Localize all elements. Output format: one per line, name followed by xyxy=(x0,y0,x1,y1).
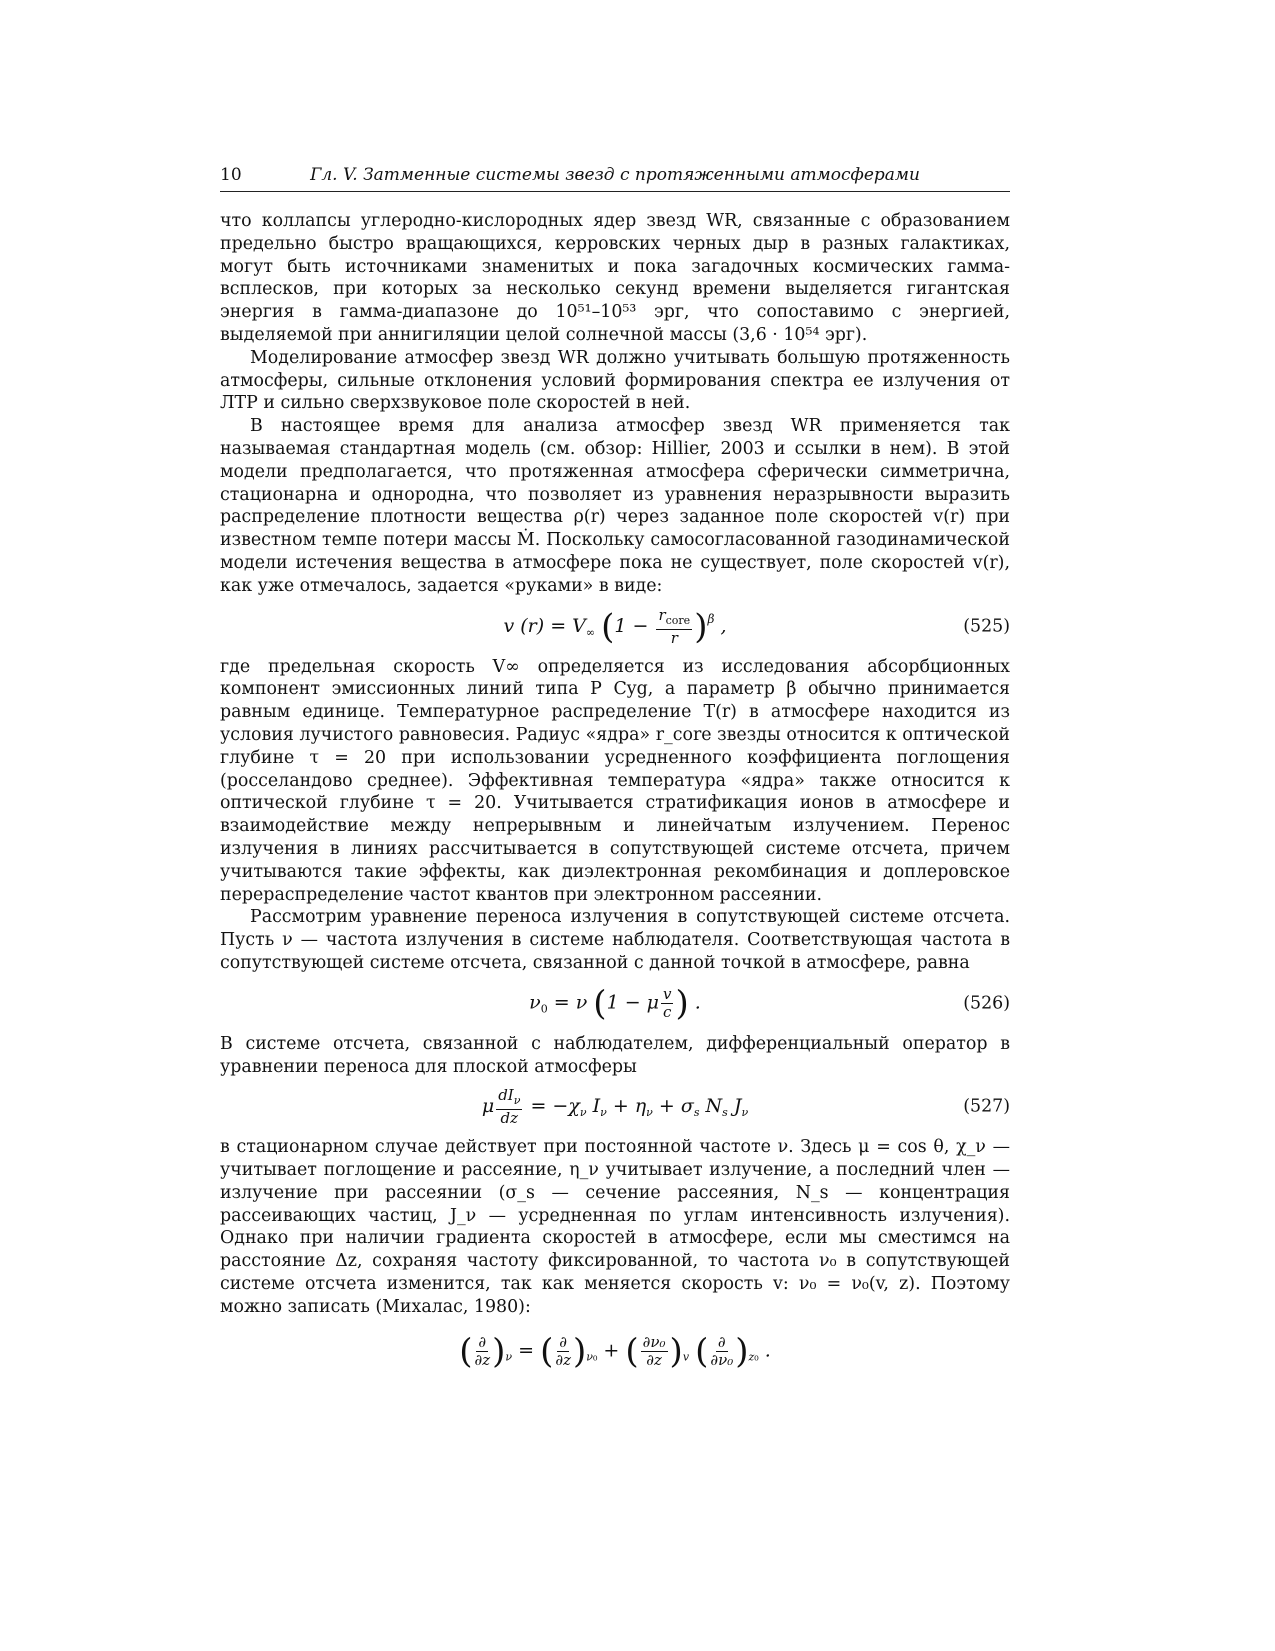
paragraph-6: В системе отсчета, связанной с наблюдателем, дифференциальный оператор в уравнении переноса для плоской атмосферы xyxy=(220,1033,1010,1077)
equation-525-formula: v $(r) = V_\infty$ (1 − $\frac{r_{core}}{r}$ )$^\beta$ , xyxy=(503,605,727,647)
paragraph-4: где предельная скорость V∞ определяется из исследования абсорбционных компонент эмиссионных линий типа P Cyg, а параметр β обычно принимается равным единице. Температурное распределение T(r) в атмосфере находится из условия лучистого равновесия. Радиус «ядра» r_core звезды относится к оптической глубине τ = 20 при использовании усредненного коэффициента поглощения (росселандово среднее). Эффективная температура «ядра» также относится к оптической глубине τ = 20. Учитывается стратификация ионов в атмосфере и взаимодействие между непрерывным и линейчатым излучением. Перенос излучения в линиях рассчитывается в сопутствующей системе отсчета, причем учитываются такие эффекты, как диэлектронная рекомбинация и доплеровское перераспределение частот квантов при электронном рассеянии. xyxy=(220,656,1010,905)
paragraph-5: Рассмотрим уравнение переноса излучения в сопутствующей системе отсчета. Пусть ν — частота излучения в системе наблюдателя. Соответствующая частота в сопутствующей системе отсчета, связанной с данной точкой в атмосфере, равна xyxy=(220,907,1010,973)
equation-525 xyxy=(220,602,1010,652)
equation-527-formula: μ $\frac{dI_\nu}{dz}$ = $-\chi_\nu$ $I_\nu + \eta_\nu + \sigma_s$ $N_s$ $J_\nu$ xyxy=(481,1086,749,1128)
paragraph-7: в стационарном случае действует при постоянной частоте ν. Здесь μ = cos θ, χ_ν — учитывает поглощение и рассеяние, η_ν учитывает излучение, а последний член — излучение при рассеянии (σ_s — сечение рассеяния, N_s — концентрация рассеивающих частиц, J_ν — усредненная по углам интенсивность излучения). Однако при наличии градиента скоростей в атмосфере, если мы сместимся на расстояние Δz, сохраняя частоту фиксированной, то частота ν₀ в сопутствующей системе отсчета изменится, так как меняется скорость v: ν₀ = ν₀(v, z). Поэтому можно записать (Михалас, 1980): xyxy=(220,1137,1010,1317)
running-title: Гл. V. Затменные системы звезд с протяженными атмосферами xyxy=(310,165,920,185)
equation-derivative xyxy=(220,1323,1010,1381)
equation-527 xyxy=(220,1082,1010,1132)
equation-derivative-formula: ( $\frac{\partial}{\partial z}$ )$_\nu$ = ( $\frac{\partial}{\partial z}$ )$_{\nu_0}$ + ( $\frac{\text{∂ν₀}}{\partial z}$ )$_v$ ( $\frac{\partial}{\text{∂ν₀}}$ )$_{z_0}$ . xyxy=(459,1331,771,1372)
page-header xyxy=(220,165,1010,192)
equation-526 xyxy=(220,979,1010,1029)
paragraph-1: что коллапсы углеродно-кислородных ядер звезд WR, связанные с образованием предельно быстро вращающихся, керровских черных дыр в разных галактиках, могут быть источниками знаменитых и пока загадочных космических гамма-всплесков, при которых за несколько секунд времени выделяется гигантская энергия в гамма-диапазоне до 10⁵¹–10⁵³ эрг, что сопоставимо с энергией, выделяемой при аннигиляции целой солнечной массы (3,6 · 10⁵⁴ эрг). xyxy=(220,211,1010,345)
paragraph-3: В настоящее время для анализа атмосфер звезд WR применяется так называемая стандартная модель (см. обзор: Hillier, 2003 и ссылки в нем). В этой модели предполагается, что протяженная атмосфера сферически симметрична, стационарна и однородна, что позволяет из уравнения неразрывности выразить распределение плотности вещества ρ(r) через заданное поле скоростей v(r) при известном темпе потери массы Ṁ. Поскольку самосогласованной газодинамической модели истечения вещества в атмосфере пока не существует, поле скоростей v(r), как уже отмечалось, задается «руками» в виде: xyxy=(220,416,1010,596)
equation-number: (525) xyxy=(963,616,1010,637)
equation-number: (527) xyxy=(963,1096,1010,1117)
paragraph-2: Моделирование атмосфер звезд WR должно учитывать большую протяженность атмосферы, сильные отклонения условий формирования спектра ее излучения от ЛТР и сильно сверхзвуковое поле скоростей в ней. xyxy=(220,347,1010,414)
equation-number: (526) xyxy=(963,993,1010,1014)
equation-526-formula: $\nu_0 = \nu$ (1 − μ $\frac{v}{c}$ ) . xyxy=(529,983,701,1024)
page-number: 10 xyxy=(220,165,242,185)
page-body xyxy=(220,210,1010,1385)
